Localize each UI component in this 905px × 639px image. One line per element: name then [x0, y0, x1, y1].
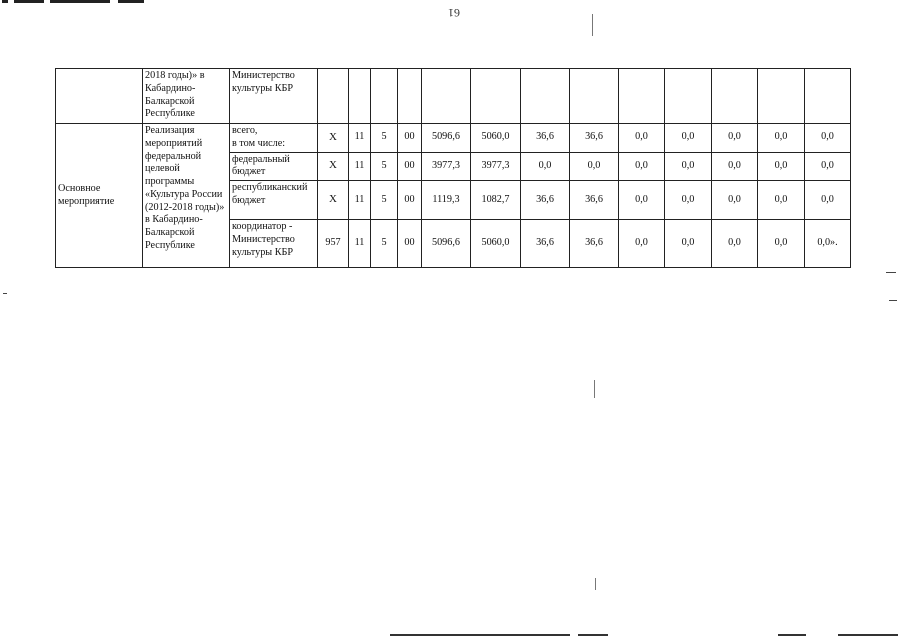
value-cell: 0,0 — [758, 152, 805, 181]
value-cell: 0,0 — [665, 124, 712, 153]
value-cell: 3977,3 — [471, 152, 521, 181]
code-pr: 5 — [371, 124, 398, 153]
code-rz: 11 — [349, 220, 371, 268]
funding-source: федеральный бюджет — [230, 152, 318, 181]
value-cell: 0,0 — [712, 152, 758, 181]
value-cell: 0,0 — [805, 152, 851, 181]
table-row — [56, 124, 851, 153]
code-csr: 00 — [398, 220, 422, 268]
code-grbs: Х — [318, 152, 349, 181]
value-cell: 0,0 — [712, 220, 758, 268]
scan-edge-mark — [886, 272, 896, 273]
value-cell: 0,0 — [805, 124, 851, 153]
value-cell: 5060,0 — [471, 124, 521, 153]
value-cell: 36,6 — [570, 124, 619, 153]
value-cell: 0,0 — [712, 181, 758, 220]
value-cell: 5096,6 — [422, 124, 471, 153]
budget-table — [55, 68, 851, 268]
code-rz: 11 — [349, 152, 371, 181]
value-cell: 36,6 — [521, 220, 570, 268]
value-cell: 0,0 — [619, 220, 665, 268]
cell-continued-program: 2018 годы)» в Кабардино-Балкарской Республике — [143, 69, 230, 124]
funding-source: координатор - Министерство культуры КБР — [230, 220, 318, 268]
scan-bottom-rule — [778, 634, 806, 636]
value-cell: 0,0 — [521, 152, 570, 181]
code-csr: 00 — [398, 124, 422, 153]
value-cell: 0,0 — [758, 181, 805, 220]
table-row-continued — [56, 69, 851, 124]
value-cell: 3977,3 — [422, 152, 471, 181]
value-cell: 1082,7 — [471, 181, 521, 220]
value-cell: 0,0 — [712, 124, 758, 153]
value-cell: 36,6 — [570, 220, 619, 268]
value-cell: 36,6 — [521, 124, 570, 153]
cell-continued-col1 — [56, 69, 143, 124]
code-pr: 5 — [371, 152, 398, 181]
event-type-label: Основное мероприятие — [56, 124, 143, 268]
value-cell: 5096,6 — [422, 220, 471, 268]
value-cell: 0,0 — [665, 152, 712, 181]
funding-source: республиканский бюджет — [230, 181, 318, 220]
value-cell: 0,0 — [619, 124, 665, 153]
scan-bottom-rule — [390, 634, 570, 636]
value-cell: 0,0 — [758, 220, 805, 268]
code-grbs: Х — [318, 124, 349, 153]
value-cell: 0,0». — [805, 220, 851, 268]
scan-bottom-rule — [578, 634, 608, 636]
page-number: 61 — [448, 6, 460, 20]
scan-fold-line — [595, 578, 596, 590]
cell-continued-executor: Министерство культуры КБР — [230, 69, 318, 124]
scan-fold-line — [594, 380, 595, 398]
scan-edge-mark — [889, 300, 897, 301]
code-pr: 5 — [371, 181, 398, 220]
value-cell: 0,0 — [619, 181, 665, 220]
value-cell: 0,0 — [805, 181, 851, 220]
funding-source: всего, в том числе: — [230, 124, 318, 153]
scan-bottom-rule — [838, 634, 898, 636]
code-grbs: 957 — [318, 220, 349, 268]
event-name: Реализация мероприятий федеральной целевой программы «Культура России (2012-2018 годы)» в Кабардино-Балкарской Республике — [143, 124, 230, 268]
scan-fold-line — [592, 14, 593, 36]
code-rz: 11 — [349, 181, 371, 220]
scan-edge-mark — [3, 293, 7, 294]
code-csr: 00 — [398, 152, 422, 181]
value-cell: 0,0 — [758, 124, 805, 153]
value-cell: 1119,3 — [422, 181, 471, 220]
value-cell: 0,0 — [665, 181, 712, 220]
value-cell: 0,0 — [665, 220, 712, 268]
value-cell: 36,6 — [570, 181, 619, 220]
code-csr: 00 — [398, 181, 422, 220]
value-cell: 5060,0 — [471, 220, 521, 268]
value-cell: 0,0 — [570, 152, 619, 181]
value-cell: 0,0 — [619, 152, 665, 181]
code-rz: 11 — [349, 124, 371, 153]
scan-artifact-top — [0, 0, 150, 4]
code-grbs: Х — [318, 181, 349, 220]
value-cell: 36,6 — [521, 181, 570, 220]
code-pr: 5 — [371, 220, 398, 268]
